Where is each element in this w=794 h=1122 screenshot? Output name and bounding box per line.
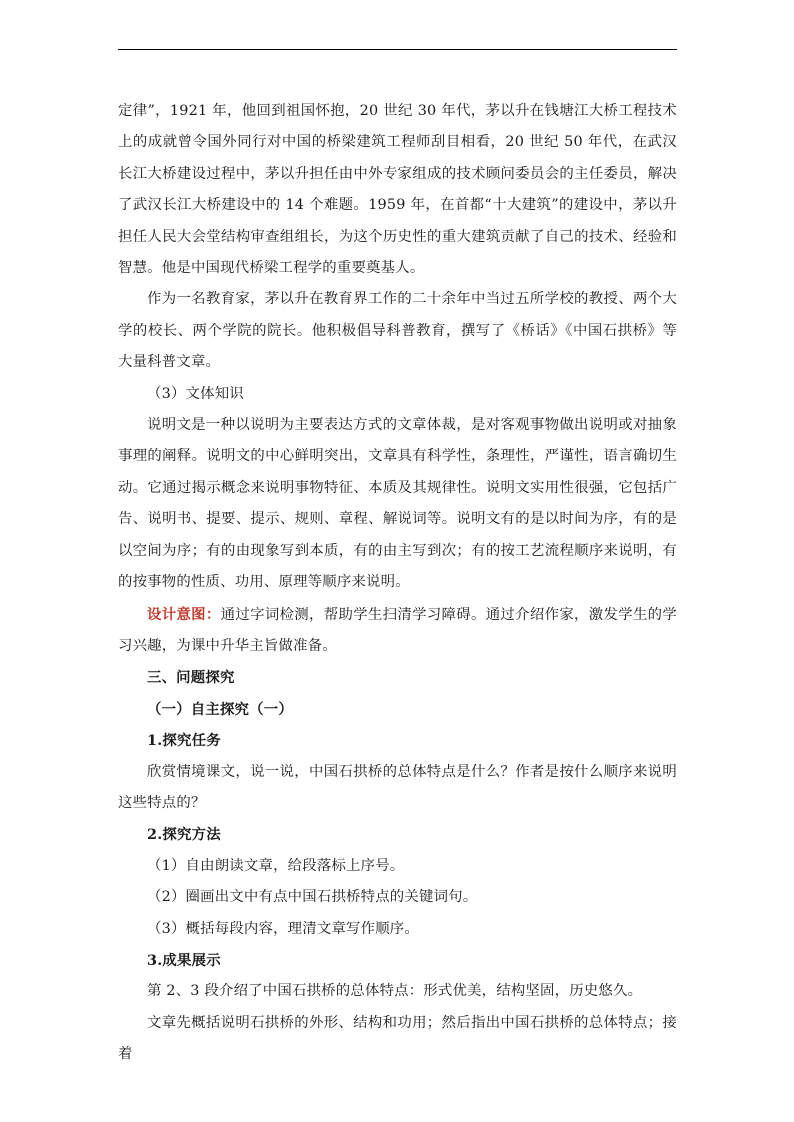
result-paragraph-2: 文章先概括说明石拱桥的外形、结构和功用；然后指出中国石拱桥的总体特点；接着 [118,1014,677,1063]
document-body [118,96,677,1071]
result-paragraph-1: 第 2、3 段介绍了中国石拱桥的总体特点：形式优美，结构坚固，历史悠久。 [147,983,643,1000]
method-item-3: （3）概括每段内容，理清文章写作顺序。 [147,920,419,937]
paragraph-design-intent [118,599,677,663]
paragraph-biography-cont: 定律”，1921 年，他回到祖国怀抱，20 世纪 30 年代，茅以升在钱塘江大桥工程技术上的成就曾令国外同行对中国的桥梁建筑工程师刮目相看，20 世纪 50 年代，在武汉长江大桥建设过程中，茅以升担任由中外专家组成的技术顾问委员会的主任委员，解决了武汉长江大桥建设中的 14 个难题。1959 年，在首都“十大建筑”的建设中，茅以升担任人民大会堂结构审查组组长，为这个历史性的重大建筑贡献了自己的技术、经验和智慧。他是中国现代桥梁工程学的重要奠基人。 [118,103,677,277]
heading-results: 3.成果展示 [147,951,221,969]
design-intent-label: 设计意图： [147,605,221,623]
paragraph-expository-text: 说明文是一种以说明为主要表达方式的文章体裁，是对客观事物做出说明或对抽象事理的阐释。说明文的中心鲜明突出，文章具有科学性，条理性，严谨性，语言确切生动。它通过揭示概念来说明事物特征、本质及其规律性。说明文实用性很强，它包括广告、说明书、提要、提示、规则、章程、解说词等。说明文有的是以时间为序，有的是以空间为序；有的由现象写到本质，有的由主写到次；有的按工艺流程顺序来说明，有的按事物的性质、功用、原理等顺序来说明。 [118,417,677,591]
paragraph-inquiry-task: 欣赏情境课文，说一说，中国石拱桥的总体特点是什么？作者是按什么顺序来说明这些特点的？ [118,763,677,811]
design-intent-text: 通过字词检测，帮助学生扫清学习障碍。通过介绍作家，激发学生的学习兴趣，为课中升华主旨做准备。 [118,606,677,654]
subheading-genre-knowledge: （3）文体知识 [147,385,244,402]
method-item-1: （1）自由朗读文章，给段落标上序号。 [147,857,405,874]
heading-inquiry-method: 2.探究方法 [147,826,221,844]
header-rule [118,49,677,50]
paragraph-educator: 作为一名教育家，茅以升在教育界工作的二十余年中当过五所学校的教授、两个大学的校长、两个学院的院长。他积极倡导科普教育，撰写了《桥话》《中国石拱桥》等大量科普文章。 [118,291,677,371]
section-heading-inquiry: 三、问题探究 [147,669,235,687]
subsection-heading-self-inquiry: （一）自主探究（一） [147,700,293,718]
method-item-2: （2）圈画出文中有点中国石拱桥特点的关键词句。 [147,889,478,906]
heading-inquiry-task: 1.探究任务 [147,732,221,750]
